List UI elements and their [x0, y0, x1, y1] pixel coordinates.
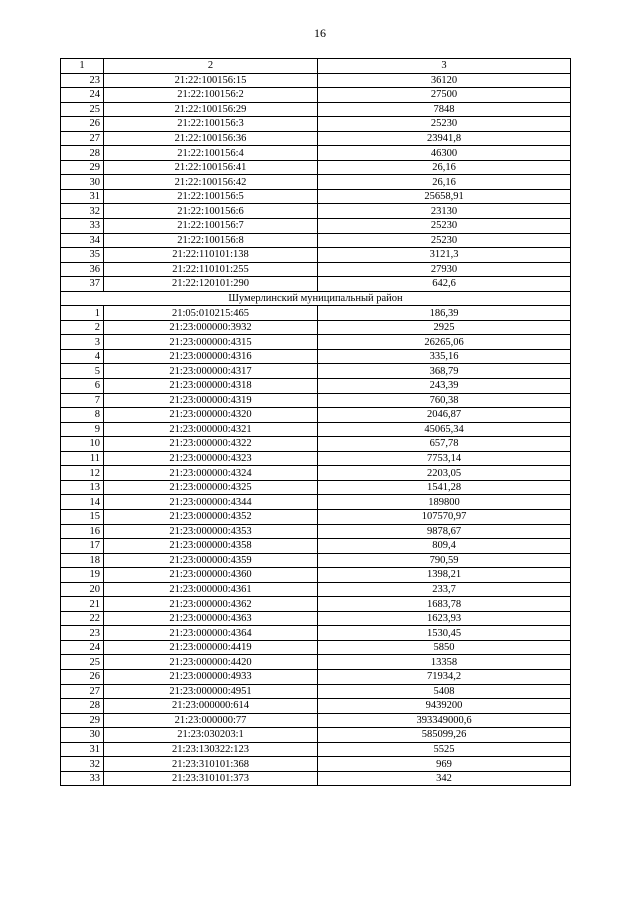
table-row [61, 771, 571, 786]
cadastral-number-cell: 21:23:000000:4316 [104, 349, 318, 364]
cadastral-number-cell: 21:23:000000:4933 [104, 669, 318, 684]
table-row [61, 422, 571, 437]
row-number-cell: 29 [61, 713, 104, 728]
row-number-cell: 7 [61, 393, 104, 408]
value-cell: 243,39 [318, 379, 571, 394]
row-number-cell: 33 [61, 219, 104, 234]
table-row [61, 611, 571, 626]
row-number-cell: 11 [61, 451, 104, 466]
value-cell: 2925 [318, 320, 571, 335]
row-number-cell: 5 [61, 364, 104, 379]
value-cell: 23941,8 [318, 131, 571, 146]
value-cell: 335,16 [318, 349, 571, 364]
value-cell: 790,59 [318, 553, 571, 568]
cadastral-number-cell: 21:22:100156:15 [104, 73, 318, 88]
row-number-cell: 24 [61, 88, 104, 103]
row-number-cell: 30 [61, 728, 104, 743]
row-number-cell: 25 [61, 102, 104, 117]
table-row [61, 466, 571, 481]
table-row [61, 509, 571, 524]
table-row [61, 160, 571, 175]
row-number-cell: 6 [61, 379, 104, 394]
cadastral-number-cell: 21:23:130322:123 [104, 742, 318, 757]
value-cell: 233,7 [318, 582, 571, 597]
cadastral-number-cell: 21:23:000000:4363 [104, 611, 318, 626]
cadastral-number-cell: 21:05:010215:465 [104, 306, 318, 321]
cadastral-number-cell: 21:23:000000:4321 [104, 422, 318, 437]
row-number-cell: 1 [61, 306, 104, 321]
row-number-cell: 19 [61, 568, 104, 583]
cadastral-number-cell: 21:23:000000:4323 [104, 451, 318, 466]
value-cell: 3121,3 [318, 248, 571, 263]
cadastral-number-cell: 21:23:000000:4315 [104, 335, 318, 350]
row-number-cell: 9 [61, 422, 104, 437]
value-cell: 5408 [318, 684, 571, 699]
cadastral-number-cell: 21:23:000000:4318 [104, 379, 318, 394]
value-cell: 2046,87 [318, 408, 571, 423]
row-number-cell: 23 [61, 626, 104, 641]
row-number-cell: 27 [61, 131, 104, 146]
cadastral-number-cell: 21:23:000000:4360 [104, 568, 318, 583]
table-row [61, 306, 571, 321]
row-number-cell: 30 [61, 175, 104, 190]
value-cell: 25230 [318, 233, 571, 248]
row-number-cell: 27 [61, 684, 104, 699]
row-number-cell: 16 [61, 524, 104, 539]
row-number-cell: 14 [61, 495, 104, 510]
cadastral-number-cell: 21:23:000000:3932 [104, 320, 318, 335]
cadastral-number-cell: 21:23:000000:4352 [104, 509, 318, 524]
value-cell: 46300 [318, 146, 571, 161]
cadastral-number-cell: 21:23:310101:373 [104, 771, 318, 786]
cadastral-number-cell: 21:23:000000:4358 [104, 539, 318, 554]
row-number-cell: 28 [61, 699, 104, 714]
table-row [61, 204, 571, 219]
row-number-cell: 25 [61, 655, 104, 670]
table-row [61, 408, 571, 423]
cadastral-number-cell: 21:22:100156:8 [104, 233, 318, 248]
cadastral-number-cell: 21:23:000000:4951 [104, 684, 318, 699]
cadastral-number-cell: 21:23:000000:4325 [104, 480, 318, 495]
row-number-cell: 3 [61, 335, 104, 350]
cadastral-number-cell: 21:22:120101:290 [104, 277, 318, 292]
table-body-lower [61, 306, 571, 786]
row-number-cell: 32 [61, 757, 104, 772]
cadastral-number-cell: 21:23:000000:4320 [104, 408, 318, 423]
value-cell: 25230 [318, 117, 571, 132]
table-row [61, 379, 571, 394]
cadastral-number-cell: 21:22:100156:3 [104, 117, 318, 132]
table-row [61, 699, 571, 714]
cadastral-number-cell: 21:23:000000:4361 [104, 582, 318, 597]
table-row [61, 349, 571, 364]
cadastral-number-cell: 21:23:000000:4322 [104, 437, 318, 452]
row-number-cell: 37 [61, 277, 104, 292]
table-row [61, 175, 571, 190]
value-cell: 642,6 [318, 277, 571, 292]
cadastral-number-cell: 21:22:100156:42 [104, 175, 318, 190]
value-cell: 9878,67 [318, 524, 571, 539]
value-cell: 7848 [318, 102, 571, 117]
row-number-cell: 13 [61, 480, 104, 495]
row-number-cell: 2 [61, 320, 104, 335]
cadastral-number-cell: 21:23:000000:4420 [104, 655, 318, 670]
section-group [61, 291, 571, 306]
table-row [61, 233, 571, 248]
cadastral-number-cell: 21:22:100156:6 [104, 204, 318, 219]
cadastral-number-cell: 21:22:110101:138 [104, 248, 318, 263]
value-cell: 368,79 [318, 364, 571, 379]
value-cell: 25230 [318, 219, 571, 234]
cadastral-number-cell: 21:23:000000:4359 [104, 553, 318, 568]
table-row [61, 320, 571, 335]
value-cell: 71934,2 [318, 669, 571, 684]
row-number-cell: 22 [61, 611, 104, 626]
value-cell: 7753,14 [318, 451, 571, 466]
row-number-cell: 21 [61, 597, 104, 612]
value-cell: 393349000,6 [318, 713, 571, 728]
table-row [61, 480, 571, 495]
value-cell: 5525 [318, 742, 571, 757]
value-cell: 26,16 [318, 160, 571, 175]
row-number-cell: 35 [61, 248, 104, 263]
value-cell: 36120 [318, 73, 571, 88]
value-cell: 189800 [318, 495, 571, 510]
value-cell: 13358 [318, 655, 571, 670]
cadastral-number-cell: 21:23:000000:77 [104, 713, 318, 728]
row-number-cell: 4 [61, 349, 104, 364]
cadastral-number-cell: 21:23:000000:4364 [104, 626, 318, 641]
table-row [61, 219, 571, 234]
value-cell: 1530,45 [318, 626, 571, 641]
value-cell: 760,38 [318, 393, 571, 408]
row-number-cell: 32 [61, 204, 104, 219]
table-header-row [61, 59, 571, 74]
value-cell: 9439200 [318, 699, 571, 714]
value-cell: 2203,05 [318, 466, 571, 481]
table-row [61, 262, 571, 277]
cadastral-number-cell: 21:23:000000:4362 [104, 597, 318, 612]
table-row [61, 539, 571, 554]
value-cell: 1623,93 [318, 611, 571, 626]
column-header-1: 1 [61, 59, 104, 74]
table-row [61, 364, 571, 379]
row-number-cell: 20 [61, 582, 104, 597]
table-row [61, 131, 571, 146]
value-cell: 1398,21 [318, 568, 571, 583]
cadastral-number-cell: 21:22:100156:5 [104, 189, 318, 204]
row-number-cell: 12 [61, 466, 104, 481]
table-row [61, 393, 571, 408]
row-number-cell: 26 [61, 669, 104, 684]
value-cell: 585099,26 [318, 728, 571, 743]
table-row [61, 684, 571, 699]
page-number: 16 [314, 26, 326, 40]
row-number-cell: 17 [61, 539, 104, 554]
value-cell: 27930 [318, 262, 571, 277]
table-row [61, 626, 571, 641]
value-cell: 1541,28 [318, 480, 571, 495]
table-row [61, 713, 571, 728]
row-number-cell: 23 [61, 73, 104, 88]
value-cell: 186,39 [318, 306, 571, 321]
value-cell: 27500 [318, 88, 571, 103]
value-cell: 657,78 [318, 437, 571, 452]
cadastral-number-cell: 21:22:100156:36 [104, 131, 318, 146]
row-number-cell: 31 [61, 189, 104, 204]
cadastral-number-cell: 21:23:000000:4319 [104, 393, 318, 408]
table-row [61, 597, 571, 612]
value-cell: 26,16 [318, 175, 571, 190]
cadastral-number-cell: 21:23:000000:4324 [104, 466, 318, 481]
row-number-cell: 15 [61, 509, 104, 524]
table-row [61, 568, 571, 583]
table-row [61, 757, 571, 772]
value-cell: 26265,06 [318, 335, 571, 350]
row-number-cell: 36 [61, 262, 104, 277]
cadastral-number-cell: 21:23:000000:4344 [104, 495, 318, 510]
cadastral-number-cell: 21:23:000000:4419 [104, 640, 318, 655]
section-title: Шумерлинский муниципальный район [61, 291, 571, 306]
cadastral-number-cell: 21:23:310101:368 [104, 757, 318, 772]
value-cell: 25658,91 [318, 189, 571, 204]
table-row [61, 495, 571, 510]
table-body-upper [61, 73, 571, 291]
table-row [61, 728, 571, 743]
value-cell: 45065,34 [318, 422, 571, 437]
value-cell: 969 [318, 757, 571, 772]
row-number-cell: 26 [61, 117, 104, 132]
value-cell: 23130 [318, 204, 571, 219]
table-row [61, 437, 571, 452]
row-number-cell: 33 [61, 771, 104, 786]
cadastral-number-cell: 21:22:100156:29 [104, 102, 318, 117]
row-number-cell: 34 [61, 233, 104, 248]
table-row [61, 524, 571, 539]
table-row [61, 655, 571, 670]
table-row [61, 640, 571, 655]
table-row [61, 117, 571, 132]
data-table [60, 58, 571, 786]
table-row [61, 88, 571, 103]
cadastral-number-cell: 21:22:100156:41 [104, 160, 318, 175]
column-header-3: 3 [318, 59, 571, 74]
row-number-cell: 28 [61, 146, 104, 161]
row-number-cell: 18 [61, 553, 104, 568]
table-row [61, 669, 571, 684]
cadastral-number-cell: 21:23:000000:4353 [104, 524, 318, 539]
row-number-cell: 10 [61, 437, 104, 452]
cadastral-number-cell: 21:22:100156:2 [104, 88, 318, 103]
row-number-cell: 24 [61, 640, 104, 655]
section-row [61, 291, 571, 306]
table-row [61, 451, 571, 466]
cadastral-number-cell: 21:22:110101:255 [104, 262, 318, 277]
table-row [61, 335, 571, 350]
table-row [61, 742, 571, 757]
table-row [61, 248, 571, 263]
value-cell: 107570,97 [318, 509, 571, 524]
table-row [61, 553, 571, 568]
table-row [61, 189, 571, 204]
row-number-cell: 29 [61, 160, 104, 175]
cadastral-number-cell: 21:22:100156:4 [104, 146, 318, 161]
row-number-cell: 31 [61, 742, 104, 757]
value-cell: 5850 [318, 640, 571, 655]
value-cell: 342 [318, 771, 571, 786]
cadastral-number-cell: 21:23:000000:4317 [104, 364, 318, 379]
cadastral-number-cell: 21:23:030203:1 [104, 728, 318, 743]
row-number-cell: 8 [61, 408, 104, 423]
cadastral-number-cell: 21:22:100156:7 [104, 219, 318, 234]
table-row [61, 73, 571, 88]
value-cell: 1683,78 [318, 597, 571, 612]
value-cell: 809,4 [318, 539, 571, 554]
column-header-2: 2 [104, 59, 318, 74]
table-row [61, 582, 571, 597]
cadastral-number-cell: 21:23:000000:614 [104, 699, 318, 714]
table-row [61, 277, 571, 292]
table-row [61, 102, 571, 117]
table-row [61, 146, 571, 161]
